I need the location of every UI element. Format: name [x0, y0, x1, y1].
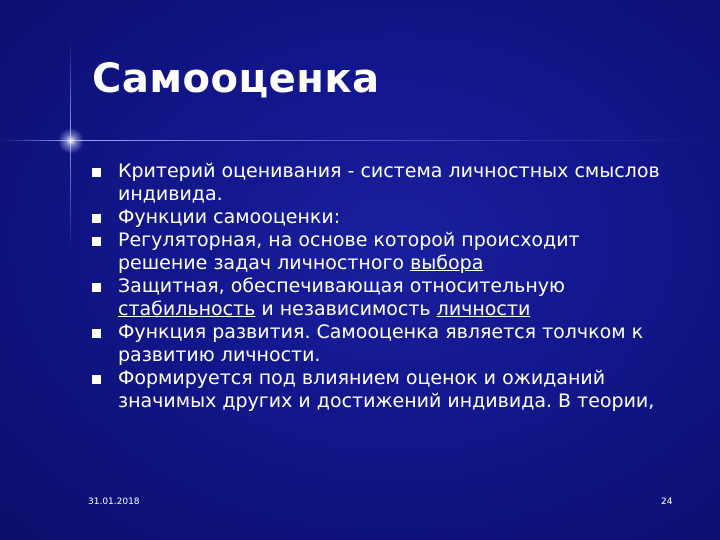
square-bullet-icon — [92, 168, 101, 177]
square-bullet-icon — [92, 237, 101, 246]
link-personality[interactable]: личности — [436, 298, 531, 320]
bullet-text: Критерий оценивания - система личностных смыслов индивида. — [118, 160, 660, 205]
bullet-list — [92, 160, 672, 413]
square-bullet-icon — [92, 283, 101, 292]
decorative-horizontal-line — [0, 140, 720, 141]
bullet-text: и независимость — [255, 298, 437, 320]
list-item — [92, 275, 672, 321]
square-bullet-icon — [92, 214, 101, 223]
bullet-text: Функция развития. Самооценка является толчком к развитию личности. — [118, 321, 644, 366]
slide-title: Самооценка — [92, 56, 380, 102]
square-bullet-icon — [92, 375, 101, 384]
list-item — [92, 160, 672, 206]
square-bullet-icon — [92, 329, 101, 338]
list-item — [92, 367, 672, 413]
bullet-text: Формируется под влиянием оценок и ожиданий значимых других и достижений индивида. В теории, — [118, 367, 655, 412]
list-item — [92, 206, 672, 229]
footer-date: 31.01.2018 — [88, 497, 140, 507]
link-choice[interactable]: выбора — [410, 252, 484, 274]
decorative-star-glow — [58, 128, 84, 154]
page-number: 24 — [661, 497, 673, 507]
list-item — [92, 321, 672, 367]
bullet-text: Защитная, обеспечивающая относительную — [118, 275, 566, 297]
link-stability[interactable]: стабильность — [118, 298, 256, 320]
list-item — [92, 229, 672, 275]
bullet-text: Регуляторная, на основе которой происходит решение задач личностного — [118, 229, 580, 274]
bullet-text: Функции самооценки: — [118, 206, 341, 228]
